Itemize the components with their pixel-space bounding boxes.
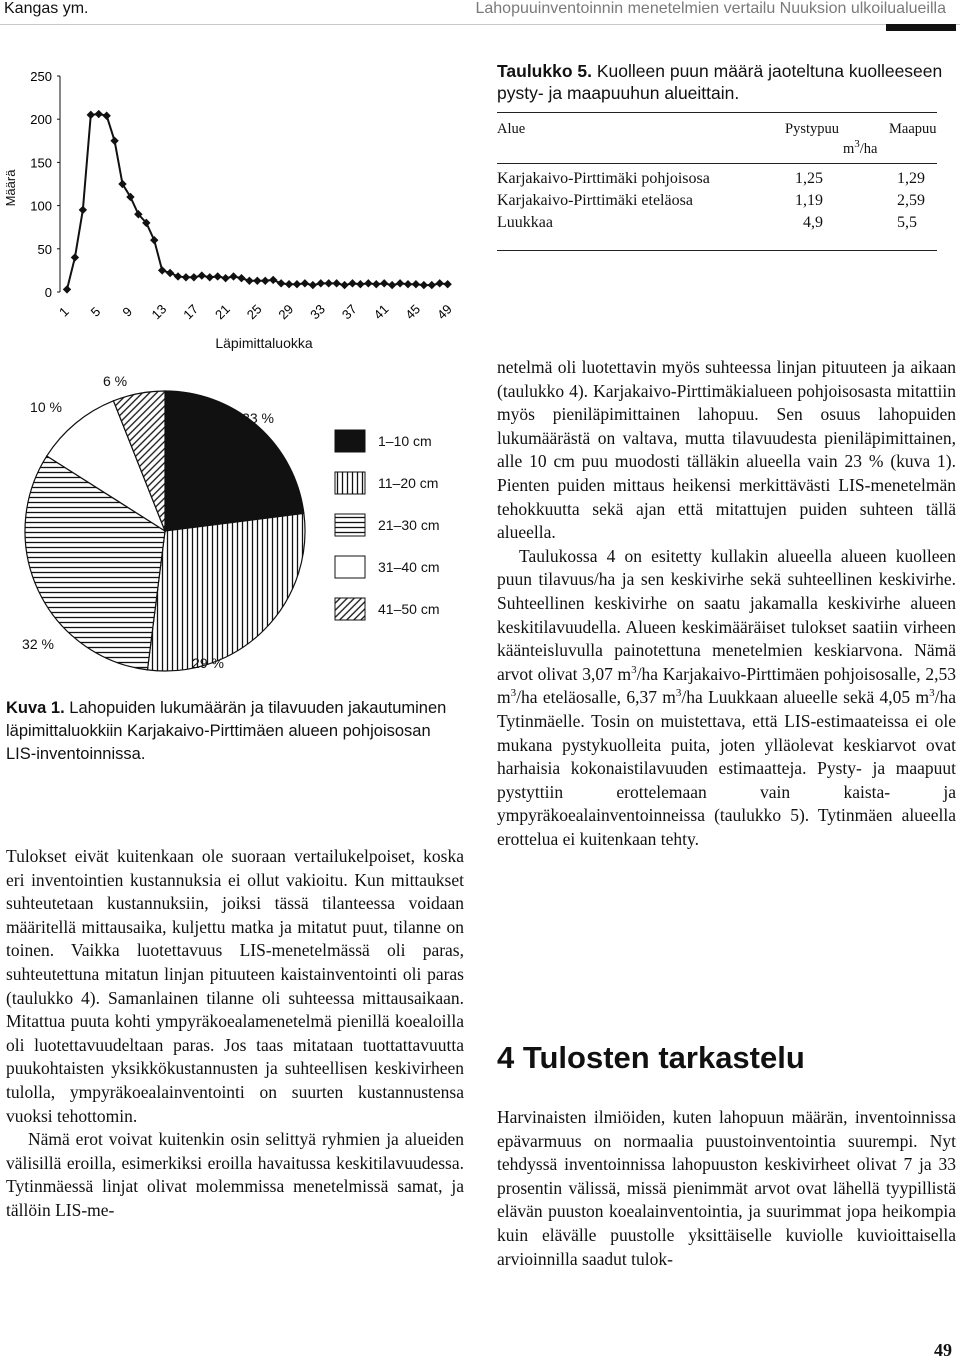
series-line: [67, 114, 448, 289]
data-point: [110, 137, 118, 145]
legend-swatch: [335, 430, 365, 452]
data-point: [388, 281, 396, 289]
x-ticks: [56, 301, 455, 322]
data-point: [206, 273, 214, 281]
series-markers: [63, 110, 452, 294]
data-point: [261, 277, 269, 285]
data-point: [63, 285, 71, 293]
pie-slice-label: 32 %: [22, 636, 54, 652]
x-tick-label: 17: [180, 301, 202, 323]
y-tick-label: 100: [30, 198, 52, 214]
data-point: [412, 280, 420, 288]
data-point: [102, 112, 110, 120]
data-point: [221, 274, 229, 282]
x-tick-label: 21: [211, 301, 233, 323]
legend-swatch: [335, 598, 365, 620]
pie-slice-label: 10 %: [30, 399, 62, 415]
col-header-unit: $m^3/ha$: [843, 138, 878, 157]
pie-slice-label: 6 %: [102, 373, 128, 389]
legend-label: 11–20 cm: [378, 475, 439, 491]
data-point: [293, 280, 301, 288]
line-chart: [0, 40, 470, 355]
data-point: [356, 280, 364, 288]
data-point: [229, 272, 237, 280]
table-header: [497, 113, 957, 163]
pie-slices: [25, 391, 305, 671]
data-point: [198, 271, 206, 279]
table-title: [497, 60, 957, 104]
y-axis-label: Määrä: [3, 169, 18, 207]
data-point: [443, 280, 451, 288]
data-point: [213, 272, 221, 280]
data-point: [436, 279, 444, 287]
data-point: [380, 279, 388, 287]
table-rule-mid: [497, 163, 937, 164]
data-point: [166, 269, 174, 277]
pie-slice-label: 23 %: [242, 410, 274, 426]
data-point: [174, 272, 182, 280]
data-point: [301, 279, 309, 287]
data-point: [285, 280, 293, 288]
x-tick-label: 25: [243, 301, 265, 323]
x-tick-label: 9: [119, 303, 136, 320]
y-ticks: [30, 69, 60, 300]
legend-label: 41–50 cm: [378, 601, 440, 617]
data-point: [324, 279, 332, 287]
col-header-alue: Alue: [497, 121, 526, 137]
y-tick-label: 0: [44, 285, 52, 300]
cell-maa: 2,59: [897, 192, 925, 209]
x-tick-label: 41: [370, 301, 392, 323]
x-tick-label: 5: [87, 303, 104, 320]
x-tick-label: 1: [55, 303, 72, 320]
table-row: [497, 170, 957, 192]
left-column: [6, 845, 464, 1223]
y-tick-label: 200: [30, 112, 52, 128]
legend-swatch: [335, 514, 365, 536]
section-body: [497, 1106, 956, 1271]
data-point: [253, 277, 261, 285]
table-row: [497, 192, 957, 214]
y-tick-label: 50: [37, 241, 52, 257]
cell-maa: 5,5: [897, 214, 917, 231]
data-point: [317, 279, 325, 287]
figure-caption-text: Lahopuiden lukumäärän ja tilavuuden jakautuminen läpimittaluokkiin Karjakaivo-Pirttimäen alueen pohjoisosan LIS-inventoinnissa.: [6, 699, 447, 763]
x-axis-label: Läpimittaluokka: [215, 335, 313, 351]
page-number: 49: [934, 1340, 952, 1360]
x-tick-label: 33: [307, 301, 328, 323]
data-point: [428, 281, 436, 289]
data-point: [364, 279, 372, 287]
data-point: [309, 281, 317, 289]
pie-slice: [147, 513, 305, 671]
data-point: [372, 280, 380, 288]
data-point: [277, 279, 285, 287]
col-header-pystypuu: Pystypuu: [785, 121, 839, 137]
data-point: [182, 273, 190, 281]
table-title-text: Kuolleen puun määrä jaoteltuna kuolleeseen pysty- ja maapuuhun alueittain.: [497, 61, 943, 103]
legend-label: 21–30 cm: [378, 517, 440, 533]
col-header-maapuu: Maapuu: [889, 121, 937, 137]
data-point: [95, 110, 103, 118]
cell-pysty: 1,25: [795, 170, 823, 187]
x-tick-label: 37: [338, 301, 360, 323]
table-rule-bottom: [497, 250, 937, 251]
data-point: [269, 276, 277, 284]
header-rule: [0, 24, 960, 25]
pie-slice-label: 29 %: [192, 655, 224, 671]
data-point: [245, 277, 253, 285]
data-point: [340, 281, 348, 289]
figure-caption: [6, 697, 462, 766]
data-point: [158, 266, 166, 274]
pie-slice: [165, 391, 304, 531]
cell-area: Karjakaivo-Pirttimäki pohjoisosa: [497, 170, 710, 187]
legend-swatch: [335, 472, 365, 494]
data-point: [332, 279, 340, 287]
pie-chart: [0, 355, 470, 685]
data-point: [190, 273, 198, 281]
section-heading: 4 Tulosten tarkastelu: [497, 1040, 805, 1075]
paragraph: Harvinaisten ilmiöiden, kuten lahopuun määrän, inventoinnissa epävarmuus on normaalia puustoinventointia suurempi. Nyt tehdyssä inventoinnissa lahopuuston keskivirheet olivat 7 ja 33 prosentin välissä, missä pienimmät arvot ovat lähellä tyypillistä elävän puuston koealainventointia, ja suurimmat jopa heikompia kuin elävälle puustolle yksittäiselle kuviolle kuvioittaisella arvioinnilla saadut tulok-: [497, 1107, 956, 1269]
data-point: [71, 253, 79, 261]
y-tick-label: 150: [30, 155, 52, 171]
data-point: [150, 236, 158, 244]
legend-label: 31–40 cm: [378, 559, 440, 575]
x-tick-label: 13: [148, 301, 170, 323]
data-point: [348, 279, 356, 287]
data-point: [87, 111, 95, 119]
cell-area: Luukkaa: [497, 214, 553, 231]
cell-area: Karjakaivo-Pirttimäki eteläosa: [497, 192, 693, 209]
y-tick-label: 250: [30, 69, 52, 84]
pie-legend: [335, 430, 439, 620]
right-column: [497, 356, 956, 851]
x-tick-label: 49: [434, 301, 455, 323]
cell-maa: 1,29: [897, 170, 925, 187]
legend-swatch: [335, 556, 365, 578]
cell-pysty: 4,9: [803, 214, 823, 231]
running-header-title: Lahopuuinventoinnin menetelmien vertailu Nuuksion ulkoilualueilla: [475, 0, 946, 17]
x-tick-label: 45: [402, 301, 424, 323]
table-title-label: Taulukko 5.: [497, 61, 592, 81]
running-header-authors: Kangas ym.: [4, 0, 89, 17]
table-block: [497, 60, 957, 251]
figure-caption-label: Kuva 1.: [6, 699, 65, 717]
header-bar: [886, 24, 956, 31]
data-point: [79, 206, 87, 214]
paragraph: Tulokset eivät kuitenkaan ole suoraan vertailukelpoiset, koska eri inventointien kustannuksia ei ollut vakioitu. Kun mittaukset suhteutetaan kustannuksiin, joiksi tässä tilanteessa voidaan määritellä mittausaika, kuljettu matka ja mitatut puut, tilanne on toinen. Vaikka luotettavuus LIS-menetelmässä oli paras, suhteutettuna mitatun linjan pituuteen kaistainventointi oli paras (taulukko 4). Samanlainen tilanne oli suhteessa mittausaikaan. Mitattua puuta kohti ympyräkoealamenetelmä pienillä koealoilla oli luotettavuudeltaan paras. Jos taas mitataan tuottattavuutta puukohtaisten yksikkökustannusten ja suhteellisen keskivirheen tulolla, ympyräkoealainventointi on suurten kustannustensa vuoksi tehottomin.: [6, 846, 464, 1126]
data-point: [237, 274, 245, 282]
paragraph: Taulukossa 4 on esitetty kullakin alueella alueen kuolleen puun tilavuus/ha ja sen keskivirhe sekä suhteellinen keskivirhe. Suhteellinen keskivirhe on saatu jakamalla keskivirhe alueen keskitilavuudella. Alueen keskimääräiset tulokset saatiin virheen käänteisluvulla painotettuna menetelmien keskiarvona. Nämä arvot olivat 3,07 $m^3/ha$ Karjakaivo-Pirttimäen pohjoisosalle, 2,53 $m^3/ha$ eteläosalle, 6,37 $m^3/ha$ Luukkaan alueelle sekä 4,05 $m^3/ha$ Tytinmäelle. Tosin on muistettava, että LIS-estimaateissa ei ole mukana pystykuolleita puita, joten ylläolevat keskiarvot ovat harhaisia kokonaistilavuuden estimaatteja. Pysty- ja maapuut pystyttiin erottelemaan vain kaista- ja ympyräkoealainventoinneissa (taulukko 5). Tytinmäen alueella erottelua ei kuitenkaan tehty.: [497, 545, 956, 849]
paragraph: Nämä erot voivat kuitenkin osin selittyä ryhmien ja alueiden välisillä eroilla, esimerkiksi eroilla havaitussa keskitilavuudessa. Tytinmäessä linjat olivat molemmissa menetelmissä samat, ja tällöin LIS-me-: [6, 1129, 464, 1220]
table-row: [497, 214, 957, 236]
x-tick-label: 29: [275, 301, 297, 323]
data-point: [420, 281, 428, 289]
paragraph: netelmä oli luotettavin myös suhteessa linjan pituuteen ja aikaan (taulukko 4). Karjakaivo-Pirttimäkialueen pohjoisosasta mitattiin myös pieniläpimittainen lahopuu. Sen osuus lahopuiden lukumäärästä on valtava, mutta tilavuudesta pieniläpimittainen, alle 10 cm puu muodosti tälläkin alueella vain 23 % (kuva 1). Pienten puiden mittaus heikensi merkittävästi LIS-menetelmän tehokkuutta sekä ajan että mitattujen puiden suhteen tällä alueella.: [497, 357, 956, 543]
legend-label: 1–10 cm: [378, 433, 432, 449]
cell-pysty: 1,19: [795, 192, 823, 209]
data-point: [396, 279, 404, 287]
data-point: [404, 280, 412, 288]
